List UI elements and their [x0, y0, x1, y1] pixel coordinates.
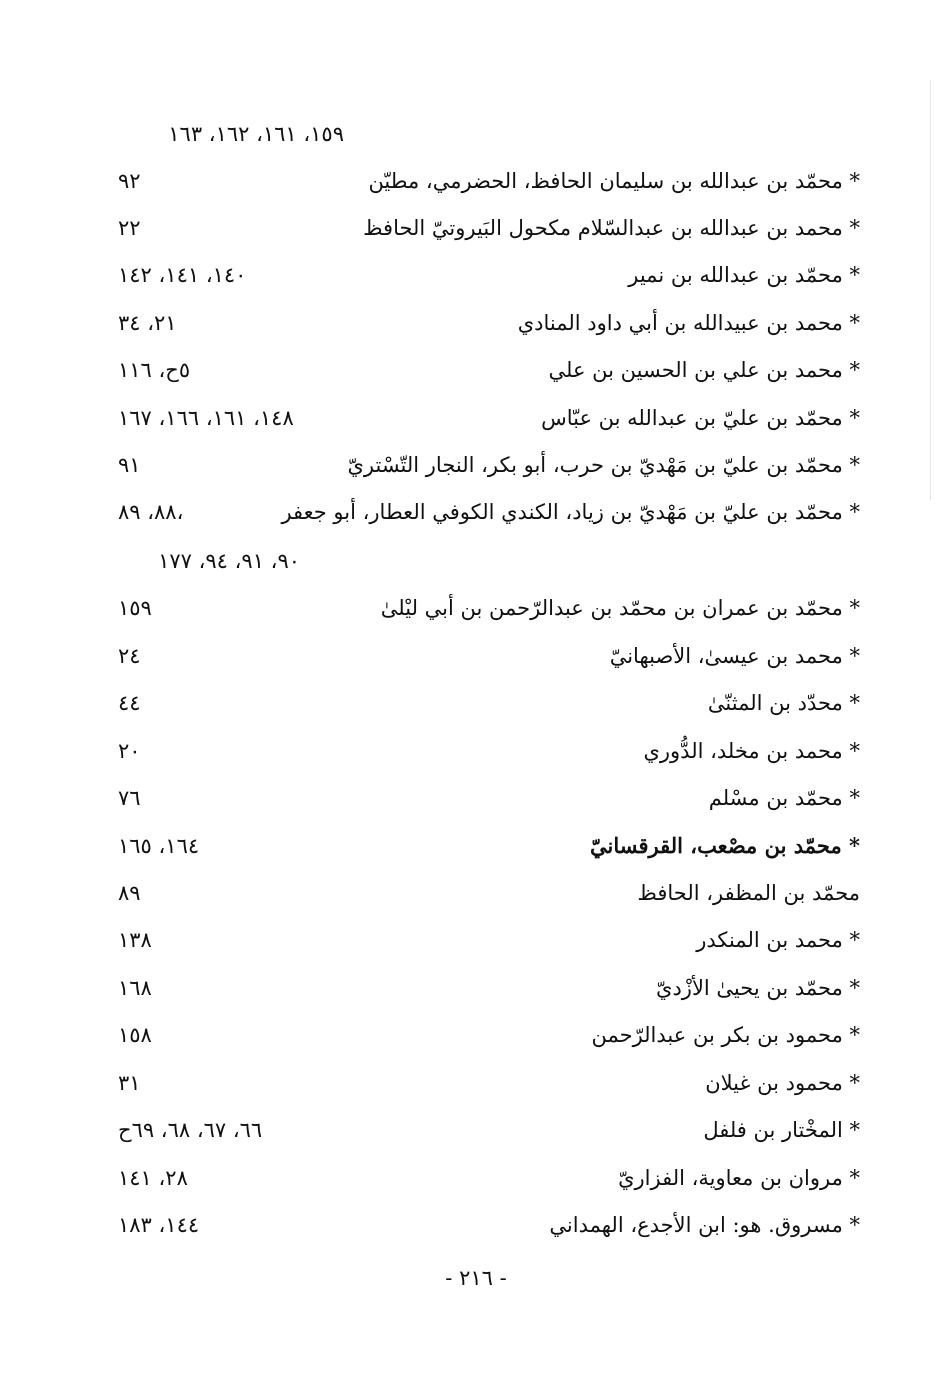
page-references: ١٣٨: [118, 928, 152, 952]
index-entry: [110, 920, 860, 960]
index-entry: [110, 445, 860, 485]
page-references: ٢٢: [118, 216, 141, 240]
page-references: ٨٩: [118, 881, 141, 905]
index-entry: [110, 873, 860, 913]
index-entry: [110, 1158, 860, 1198]
page-references: ١٥٨: [118, 1023, 152, 1047]
page-references: ١٥٩: [118, 596, 152, 620]
page-references: ٩٠، ٩١، ٩٤، ١٧٧: [158, 549, 300, 573]
page-number: - ٢١٦ -: [445, 1266, 507, 1290]
index-entry: [110, 1015, 860, 1055]
index-entry: [110, 1205, 860, 1245]
page-references: ٩١: [118, 453, 141, 477]
index-entry: [110, 968, 860, 1008]
page-references: ١٤٠، ١٤١، ١٤٢: [118, 263, 247, 287]
entry-name: * محمد بن عبدالله بن عبدالسّلام مكحول البَيروتيّ الحافظ: [363, 216, 860, 240]
page-references: ٢٠: [118, 739, 141, 763]
entry-name: * محمد بن المنكدر: [696, 928, 860, 952]
index-entry: [110, 492, 860, 532]
entry-name: * محمّد بن عليّ بن مَهْديّ بن زياد، الكندي الكوفي العطار، أبو جعفر: [281, 500, 860, 524]
page-references: ٥ح، ١١٦: [118, 358, 191, 382]
page-references: ١٦٨: [118, 976, 152, 1000]
entry-name: * محمد بن مخلد، الدُّوري: [643, 739, 860, 763]
index-entry: [110, 778, 860, 818]
entry-name: * محمد بن علي بن الحسين بن علي: [548, 358, 860, 382]
entry-name: * مسروق. هو: ابن الأجدع، الهمداني: [549, 1213, 860, 1237]
entry-name: * محمّد بن عمران بن محمّد بن عبدالرّحمن بن أبي ليْلىٰ: [380, 596, 860, 620]
index-entry: [110, 826, 860, 866]
page-references: ٢٨، ١٤١: [118, 1166, 188, 1190]
page-references: ٣١: [118, 1071, 141, 1095]
page-references: ٦٦، ٦٧، ٦٨، ٦٩ح: [118, 1118, 263, 1142]
index-entry: [110, 161, 860, 201]
entry-name: * محمّد بن يحيىٰ الأزْديّ: [656, 976, 860, 1000]
entry-name: * محمود بن بكر بن عبدالرّحمن: [591, 1023, 860, 1047]
index-entry: [110, 683, 860, 723]
entry-name: * المخْتار بن فلفل: [703, 1118, 860, 1142]
index-entry: [110, 731, 860, 771]
entry-name: * مروان بن معاوية، الفزاريّ: [618, 1166, 860, 1190]
entry-name: * محمّد بن مسْلم: [708, 786, 860, 810]
index-entry: [110, 398, 860, 438]
entry-name: محمّد بن المظفر، الحافظ: [637, 881, 860, 905]
page-references: ٨٨، ٨٩،: [118, 500, 184, 524]
page-references: ٢١، ٣٤: [118, 311, 177, 335]
entry-name: * محمّد بن عبدالله بن سليمان الحافظ، الحضرمي، مطيّن: [368, 169, 860, 193]
index-entry: [110, 1063, 860, 1103]
page-references: ١٥٩، ١٦١، ١٦٢، ١٦٣: [168, 122, 344, 146]
page-references: ٤٤: [118, 691, 141, 715]
index-entry: [110, 636, 860, 676]
entry-name: * محمّد بن عليّ بن مَهْديّ بن حرب، أبو بكر، النجار التّسْتريّ: [347, 453, 860, 477]
page-references: ١٤٤، ١٨٣: [118, 1213, 200, 1237]
entry-name: * محمّد بن عبدالله بن نمير: [628, 263, 860, 287]
entry-name: * محدّد بن المثنّىٰ: [707, 691, 860, 715]
scan-edge-line: [930, 80, 931, 500]
page-references: ١٦٤، ١٦٥: [118, 834, 200, 858]
index-entry: [110, 255, 860, 295]
index-entry: [110, 208, 860, 248]
index-line: [110, 114, 860, 154]
index-entry: [110, 588, 860, 628]
index-entry: [110, 303, 860, 343]
index-entry: [110, 350, 860, 390]
page-references: ٩٢: [118, 169, 141, 193]
page-references: ٢٤: [118, 644, 141, 668]
index-line: [110, 541, 860, 581]
entry-name: * محمد بن عيسىٰ، الأصبهانيّ: [609, 644, 860, 668]
page-references: ٧٦: [118, 786, 141, 810]
entry-name: * محمد بن عبيدالله بن أبي داود المنادي: [517, 311, 860, 335]
entry-name: * محمّد بن عليّ بن عبدالله بن عبّاس: [541, 406, 860, 430]
entry-name: * محمّد بن مصْعب، القرقسانيّ: [590, 833, 860, 858]
page-references: ١٤٨، ١٦١، ١٦٦، ١٦٧: [118, 406, 294, 430]
index-entry: [110, 1110, 860, 1150]
entry-name: * محمود بن غيلان: [705, 1071, 860, 1095]
